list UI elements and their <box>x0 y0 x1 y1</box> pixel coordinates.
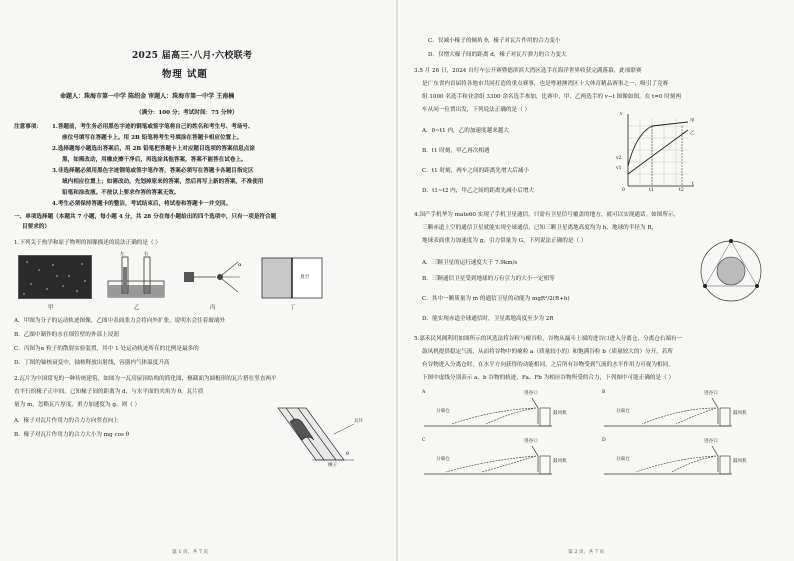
notice-4: 4.考生必须保持答题卡的整洁，考试结束后，将试卷和答题卡一并交回。 <box>52 201 232 207</box>
q2-stem-3: 量为 m，忽略瓦片厚度，重力加速度为 g。则（ ） <box>14 402 141 408</box>
line-yi <box>628 130 688 174</box>
q5-stem-1: 5.嘉禾民风阁利用如图所示的风选法将谷粒与瘪谷粒，谷物从漏斗上端的进谷口进入分离仓，分离仓右端有一 <box>414 336 683 342</box>
notice-2b: 黑，如需改动，用橡皮擦干净后，再选涂其他答案，答案不能答在试卷上。 <box>62 157 247 163</box>
q1-option-a: A．甲图为分子的运动轨迹图像，乙图中表面张力会将向外扩张，说明水会往着玻璃外 <box>14 318 226 324</box>
q2-figure <box>268 400 368 468</box>
notice-2a: 2.选择题每小题选出答案后，用 2B 铅笔把答题卡上对应题目选项的答案信息点涂 <box>52 146 255 152</box>
q3-option-c: C．t1 时刻，两车之间的距离先增大后减小 <box>422 168 529 174</box>
q1-option-c: C．丙图为α 粒子的散射实验装置，其中 1 处运动轨迹所在的比例是最多的 <box>14 346 199 352</box>
label-inlet-d: 进谷口 <box>704 439 718 444</box>
q2-option-c: C．仅减小椽子的倾角 θ，椽子对瓦片作用的合力变小 <box>428 38 561 44</box>
q4-satellite-figure <box>696 236 766 306</box>
brownian-texture <box>19 256 91 298</box>
notice-heading: 注意事项： <box>14 124 42 130</box>
q3-option-b: B．t1 时刻，甲乙再次相遇 <box>422 148 490 154</box>
notice-3a: 3.非选择题必须用黑色字迹钢笔或签字笔作答，答案必须写在答题卡各题目指定区 <box>52 168 254 174</box>
q4-option-a: A．三颗卫星的运行速度大于 7.9km/s <box>422 260 518 266</box>
q1-label-bing: 丙 <box>210 305 216 311</box>
q5-stem-2: 鼓风机提供稳定气流，从而将谷物中的瘪粒 a（质量较小的）和饱满谷粒 b（质量较大的）分开。若所 <box>422 349 674 355</box>
page-footer-left: 第 1 页，共 7 页 <box>172 550 209 555</box>
earth-orbit-diagram <box>696 236 766 306</box>
label-theta: θ <box>346 452 349 457</box>
label-option-d: D <box>602 438 606 443</box>
section-heading: 一、单项选择题（本题共 7 小题，每小题 4 分，共 28 分在每小题给出的四个选项中，只有一项是符合题 <box>14 214 277 220</box>
q3-stem-2: 是广东省内首届将各地市共同打造的重点赛事，也是粤港澳湾区十大体育精品赛事之一，吸引了竞赛 <box>422 81 669 87</box>
q3-vt-graph <box>616 112 698 198</box>
section-heading-cont: 目要求的） <box>22 224 50 230</box>
q1-label-yi: 乙 <box>134 305 140 311</box>
label-alpha: α <box>238 262 242 268</box>
label-separation-b: 分离仓 <box>616 409 630 414</box>
label-v: v <box>620 112 623 117</box>
notice-3c: 铅笔和涂改液。不按以上要求作答的答案无效。 <box>62 190 180 196</box>
curve-jia <box>628 122 688 166</box>
q2-stem-1: 2.瓦片为中国常见的一种传统建筑，如图为一瓦房屋顶结构的简化图，檩截面为圆棍形的瓦片搭在竖直两平 <box>14 376 277 382</box>
q3-option-a: A．0~t1 内，乙的加速度越来越大 <box>422 128 509 134</box>
q2-option-a: A．椽子对瓦片作用力的合力方向竖直向上 <box>14 418 119 424</box>
notice-3b: 域内相应位置上；如需改动，先划掉原来的答案，然后再写上新的答案，不准使用 <box>62 179 264 185</box>
q4-option-d: D．能实现赤道全球通信时，卫星离地高度至少为 2R <box>422 316 554 322</box>
q5-stem-4: 下图中虚线分别表示 a、b 谷物的轨迹，Fa、Fb 为相应谷物所受的合力，下列图中可能正确的是（ ） <box>422 375 675 381</box>
q1-figure-jia <box>18 255 92 299</box>
label-t2: t2 <box>679 188 684 193</box>
q3-stem-3: 组 1000 名选手和业余组 3300 余名选手参加，比赛中，甲、乙两选手的 v−t 图像如图，在 t=0 时刻两 <box>422 94 682 100</box>
label-t: t <box>692 182 694 187</box>
q1-label-jia: 甲 <box>48 305 54 311</box>
label-inlet-a: 进谷口 <box>524 391 538 396</box>
vacuum-container <box>260 254 328 300</box>
q5-panel-c <box>422 440 572 480</box>
label-option-c: C <box>422 438 426 443</box>
label-v1: v1 <box>616 166 622 171</box>
q1-option-d: D．丁图的铀核衰变中，铀核释放出射线，容器内气体温度升高 <box>14 360 170 366</box>
q1-figure-yi <box>104 252 168 299</box>
q5-stem-3: 有谷物进入分离仓时，在水平方向获得的动能相同，之后所有谷物受到气流的水平作用力可视为相同。 <box>422 362 674 368</box>
alpha-scattering-diagram <box>182 258 244 296</box>
label-right: 右 <box>144 252 149 257</box>
label-inlet-b: 进谷口 <box>704 391 718 396</box>
notice-1b: 座位号填写在答题卡上。用 2B 铅笔将考生号填涂在答题卡相应位置上。 <box>62 135 243 141</box>
page-left <box>0 0 396 561</box>
label-blower-b: 鼓风机 <box>733 411 747 416</box>
exam-title: 2025 届高三·八月·六校联考 <box>132 51 253 61</box>
label-blower-a: 鼓风机 <box>553 411 567 416</box>
notice-1a: 1.答题前，考生务必用黑色字迹的钢笔或签字笔将自己的姓名和考生号、考场号、 <box>52 124 254 130</box>
q5-panel-b <box>602 392 752 432</box>
score-line: （满分：100 分；考试时间：75 分钟） <box>136 110 238 116</box>
q2-option-b: B．椽子对瓦片作用力的合力大小为 mg cos θ <box>14 432 129 438</box>
q5-panel-d <box>602 440 752 480</box>
q4-option-b: B．三颗通信卫星受到地球的万有引力的大小一定相等 <box>422 276 555 282</box>
label-blower-d: 鼓风机 <box>733 459 747 464</box>
label-inlet-c: 进谷口 <box>524 439 538 444</box>
label-left: 左 <box>120 252 125 257</box>
label-option-b: B <box>602 390 606 395</box>
label-tile: 瓦片 <box>354 419 364 424</box>
q4-stem-1: 4.国产手机华为 mate60 实现了手机卫星通信，只需有卫星信号覆盖的地方，就可以实现通话。如图所示， <box>414 212 680 218</box>
q4-option-c: C．其中一颗质量为 m 的通信卫星的动能为 mgR²/2(R+h) <box>422 296 570 302</box>
label-origin: 0 <box>622 188 625 193</box>
label-separation-c: 分离仓 <box>436 457 450 462</box>
q1-label-ding: 丁 <box>290 305 296 311</box>
capillary-tubes <box>104 255 168 299</box>
q2-option-d: D．仅增大椽子间的距离 d，椽子对瓦片弹力的合力变大 <box>428 52 567 58</box>
q1-figure-ding <box>260 254 328 300</box>
q1-figure-bing <box>182 258 244 296</box>
q4-stem-2: 三颗赤道上空的通信卫星就能实现全球通信，已知三颗卫星离地高度均为 h，地球的半径为 R， <box>422 225 658 231</box>
q1-stem: 1.下列关于热学和原子物理的图像描述的说法正确的是（ ） <box>14 240 161 246</box>
earth-circle <box>717 257 745 285</box>
label-option-a: A <box>422 390 426 395</box>
page-right <box>398 0 794 561</box>
vt-graph <box>616 112 698 198</box>
page-footer-right: 第 2 页，共 7 页 <box>568 550 605 555</box>
exam-subject: 物理 试题 <box>162 69 208 80</box>
q4-stem-3: 地球表面重力加速度为 g，引力常量为 G，下列说法正确的是（ ） <box>422 238 587 244</box>
label-blower-c: 鼓风机 <box>553 459 567 464</box>
roof-tile-diagram <box>268 400 368 468</box>
q3-stem-4: 车从同一位置出发，下列说法正确的是（ ） <box>422 107 531 113</box>
label-rafter: 椽子 <box>328 463 338 468</box>
label-v2: v2 <box>616 156 622 161</box>
label-t1: t1 <box>649 188 654 193</box>
q5-panel-a <box>422 392 572 432</box>
q1-option-b: B．乙图中制作的水在细管壁的外部上浸润 <box>14 332 119 338</box>
q3-option-d: D．t1~t2 内，甲乙之间的距离先减小后增大 <box>422 188 535 194</box>
label-vacuum: 真空 <box>300 275 310 280</box>
q3-stem-1: 3.5 月 26 日，2024 自行车公开赛暨德滨滨大湾区选手在海洋世界收获完满落幕，此项联赛 <box>414 68 642 74</box>
label-separation-d: 分离仓 <box>616 457 630 462</box>
label-yi: 乙 <box>690 131 695 136</box>
label-separation-a: 分离仓 <box>436 409 450 414</box>
q2-stem-2: 直平行的椽子正中间。已知椽子间的距离为 d，与水平面的夹角为 θ，瓦片质 <box>14 389 204 395</box>
authors-line: 命题人：珠海市第一中学 陈绍金 审题人：珠海市第一中学 王南楠 <box>60 93 235 100</box>
label-jia: 甲 <box>690 119 695 124</box>
